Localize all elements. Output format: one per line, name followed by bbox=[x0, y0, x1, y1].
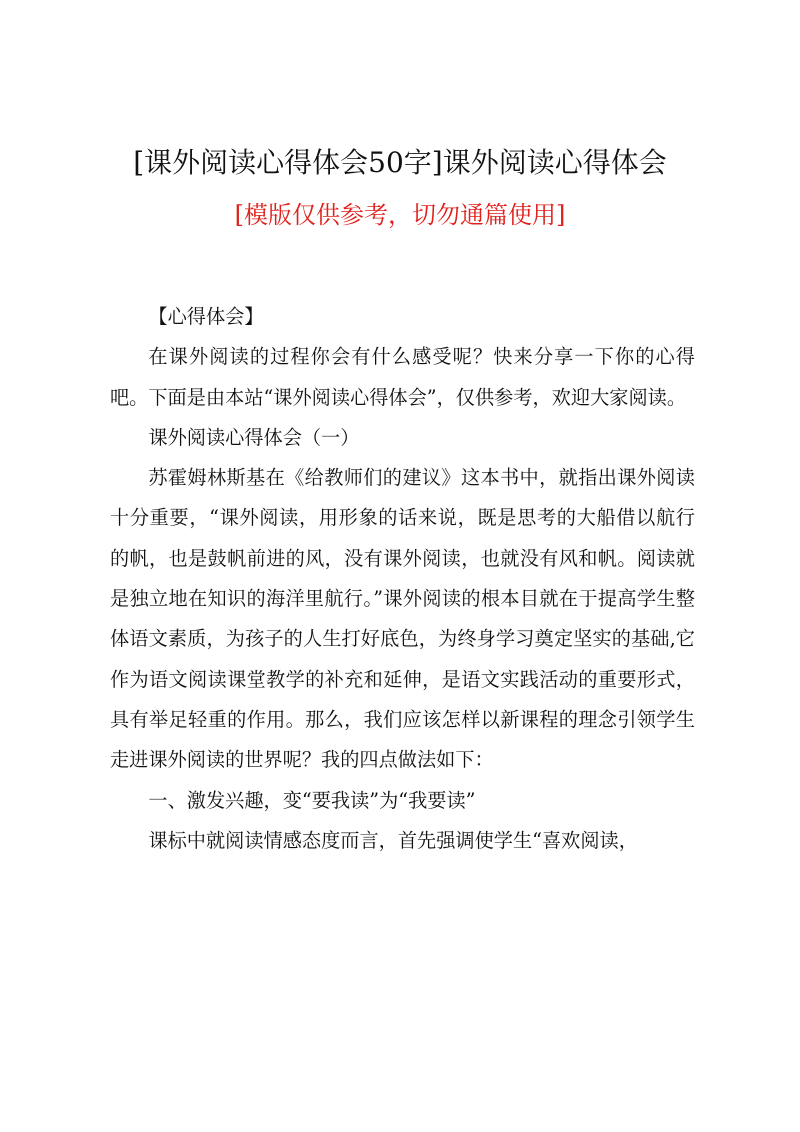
body-paragraph: 课标中就阅读情感态度而言，首先强调使学生“喜欢阅读， bbox=[148, 828, 638, 852]
point-heading: 一、激发兴趣，变“要我读”为“我要读” bbox=[148, 788, 476, 812]
body-paragraph: 苏霍姆林斯基在《给教师们的建议》这本书中，就指出课外阅读十分重要，“课外阅读，用形象的话来说，既是思考的大船借以航行的帆，也是鼓帆前进的风，没有课外阅读，也就没有风和帆。阅读就是独立地在知识的海洋里航行。”课外阅读的根本目就在于提高学生整体语文素质，为孩子的人生打好底色，为终身学习奠定坚实的基础,它作为语文阅读课堂教学的补充和延伸，是语文实践活动的重要形式，具有举足轻重的作用。那么，我们应该怎样以新课程的理念引领学生走进课外阅读的世界呢？我的四点做法如下： bbox=[110, 466, 695, 772]
intro-paragraph: 在课外阅读的过程你会有什么感受呢？快来分享一下你的心得吧。下面是由本站“课外阅读心得体会”，仅供参考，欢迎大家阅读。 bbox=[110, 345, 695, 409]
section-heading: 【心得体会】 bbox=[148, 305, 264, 328]
document-title: [课外阅读心得体会50字]课外阅读心得体会 bbox=[133, 146, 667, 179]
document-body bbox=[110, 297, 695, 861]
part-heading: 课外阅读心得体会（一） bbox=[148, 425, 360, 449]
template-disclaimer: [模版仅供参考，切勿通篇使用] bbox=[234, 201, 566, 229]
